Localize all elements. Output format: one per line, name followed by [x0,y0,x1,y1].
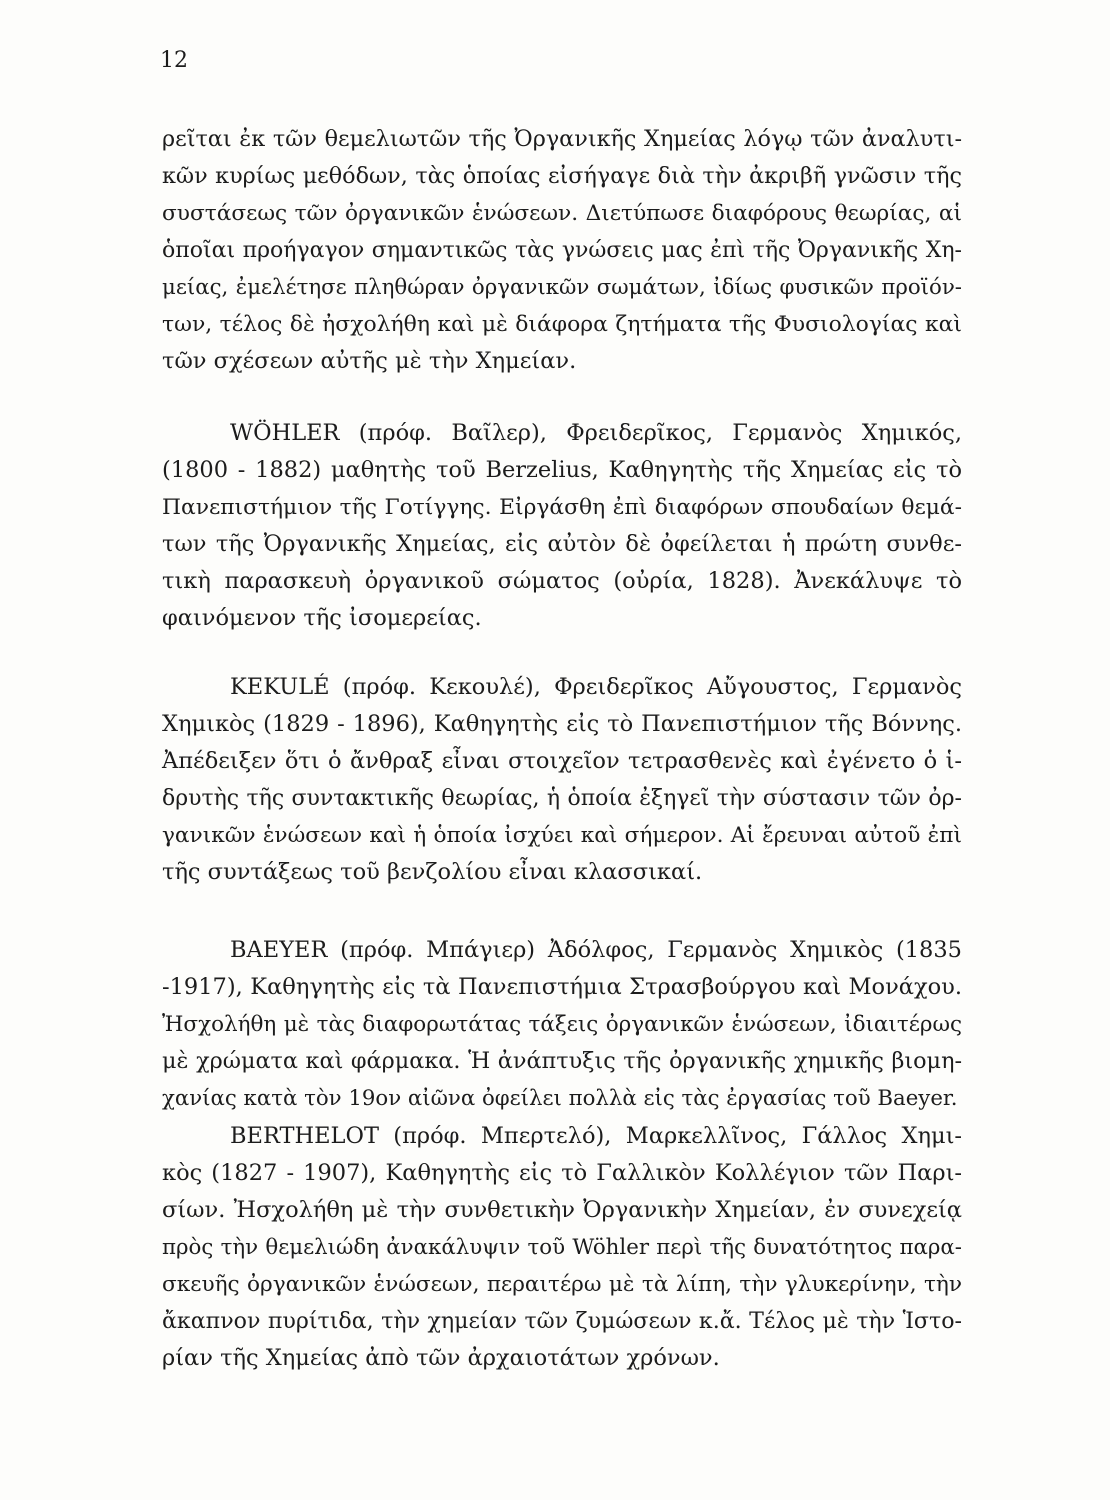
text-line: WÖHLER (πρόφ. Βαῖλερ), Φρειδερῖκος, Γερμανὸς Χημικός, [230,420,962,446]
paragraph-wohler [162,415,962,637]
paragraph-berthelot [162,1118,962,1377]
paragraph-baeyer [162,932,962,1117]
text-line: τικὴ παρασκευὴ ὀργανικοῦ σώματος (οὐρία, 1828). Ἀνεκάλυψε τὸ [162,568,962,594]
text-line: ὁποῖαι προήγαγον σημαντικῶς τὰς γνώσεις μας ἐπὶ τῆς Ὀργανικῆς Χη- [162,238,962,263]
paragraph-berzelius-continuation [162,121,962,380]
page-number: 12 [160,48,188,73]
text-line: τῆς συντάξεως τοῦ βενζολίου εἶναι κλασσικαί. [162,859,703,885]
text-line: γανικῶν ἑνώσεων καὶ ἡ ὁποία ἰσχύει καὶ σήμερον. Αἱ ἔρευναι αὐτοῦ ἐπὶ [162,823,962,848]
text-line: Ἠσχολήθη μὲ τὰς διαφορωτάτας τάξεις ὀργανικῶν ἑνώσεων, ἰδιαιτέρως [162,1012,962,1037]
text-line: Χημικὸς (1829 - 1896), Καθηγητὴς εἰς τὸ Πανεπιστήμιον τῆς Βόννης. [162,711,962,737]
text-line: κὸς (1827 - 1907), Καθηγητὴς εἰς τὸ Γαλλικὸν Κολλέγιον τῶν Παρι- [162,1160,962,1186]
text-line: Ἀπέδειξεν ὅτι ὁ ἄνθραξ εἶναι στοιχεῖον τετρασθενὲς καὶ ἐγένετο ὁ ἱ- [162,748,962,774]
text-line: KEKULÉ (πρόφ. Κεκουλέ), Φρειδερῖκος Αὔγουστος, Γερμανὸς [230,674,962,700]
text-line: σκευῆς ὀργανικῶν ἑνώσεων, περαιτέρω μὲ τὰ λίπη, τὴν γλυκερίνην, τὴν [162,1272,962,1297]
text-line: των τῆς Ὀργανικῆς Χημείας, εἰς αὐτὸν δὲ ὀφείλεται ἡ πρώτη συνθε- [162,531,962,557]
text-line: BERTHELOT (πρόφ. Μπερτελό), Μαρκελλῖνος, Γάλλος Χημι- [230,1123,962,1149]
text-line: χανίας κατὰ τὸν 19ον αἰῶνα ὀφείλει πολλὰ εἰς τὰς ἐργασίας τοῦ Baeyer. [162,1086,958,1111]
text-line: ρίαν τῆς Χημείας ἀπὸ τῶν ἀρχαιοτάτων χρόνων. [162,1345,720,1371]
body-text [162,121,962,1377]
text-line: συστάσεως τῶν ὀργανικῶν ἑνώσεων. Διετύπωσε διαφόρους θεωρίας, αἱ [162,201,962,226]
paragraph-kekule [162,669,962,891]
text-line: (1800 - 1882) μαθητὴς τοῦ Berzelius, Καθηγητὴς τῆς Χημείας εἰς τὸ [162,457,962,483]
text-line: πρὸς τὴν θεμελιώδη ἀνακάλυψιν τοῦ Wöhler περὶ τῆς δυνατότητος παρα- [162,1235,962,1260]
text-line: σίων. Ἠσχολήθη μὲ τὴν συνθετικὴν Ὀργανικὴν Χημείαν, ἐν συνεχείᾳ [162,1197,962,1223]
text-line: δρυτὴς τῆς συντακτικῆς θεωρίας, ἡ ὁποία ἐξηγεῖ τὴν σύστασιν τῶν ὀρ- [162,786,962,811]
text-line: Πανεπιστήμιον τῆς Γοτίγγης. Εἰργάσθη ἐπὶ διαφόρων σπουδαίων θεμά- [162,495,962,520]
text-line: μὲ χρώματα καὶ φάρμακα. Ἡ ἀνάπτυξις τῆς ὀργανικῆς χημικῆς βιομη- [162,1048,962,1074]
text-line: ἄκαπνον πυρίτιδα, τὴν χημείαν τῶν ζυμώσεων κ.ἄ. Τέλος μὲ τὴν Ἱστο- [162,1308,962,1334]
text-line: -1917), Καθηγητὴς εἰς τὰ Πανεπιστήμια Στρασβούργου καὶ Μονάχου. [162,974,962,1000]
text-line: φαινόμενον τῆς ἰσομερείας. [162,605,482,631]
text-line: ρεῖται ἐκ τῶν θεμελιωτῶν τῆς Ὀργανικῆς Χημείας λόγῳ τῶν ἀναλυτι- [162,126,962,152]
text-line: των, τέλος δὲ ἠσχολήθη καὶ μὲ διάφορα ζητήματα τῆς Φυσιολογίας καὶ [162,312,962,337]
text-line: BAEYER (πρόφ. Μπάγιερ) Ἀδόλφος, Γερμανὸς Χημικὸς (1835 [230,937,962,963]
text-line: μείας, ἐμελέτησε πληθώραν ὀργανικῶν σωμάτων, ἰδίως φυσικῶν προϊόν- [162,275,962,300]
text-line: τῶν σχέσεων αὐτῆς μὲ τὴν Χημείαν. [162,348,577,374]
text-line: κῶν κυρίως μεθόδων, τὰς ὁποίας εἰσήγαγε διὰ τὴν ἀκριβῆ γνῶσιν τῆς [162,163,962,189]
